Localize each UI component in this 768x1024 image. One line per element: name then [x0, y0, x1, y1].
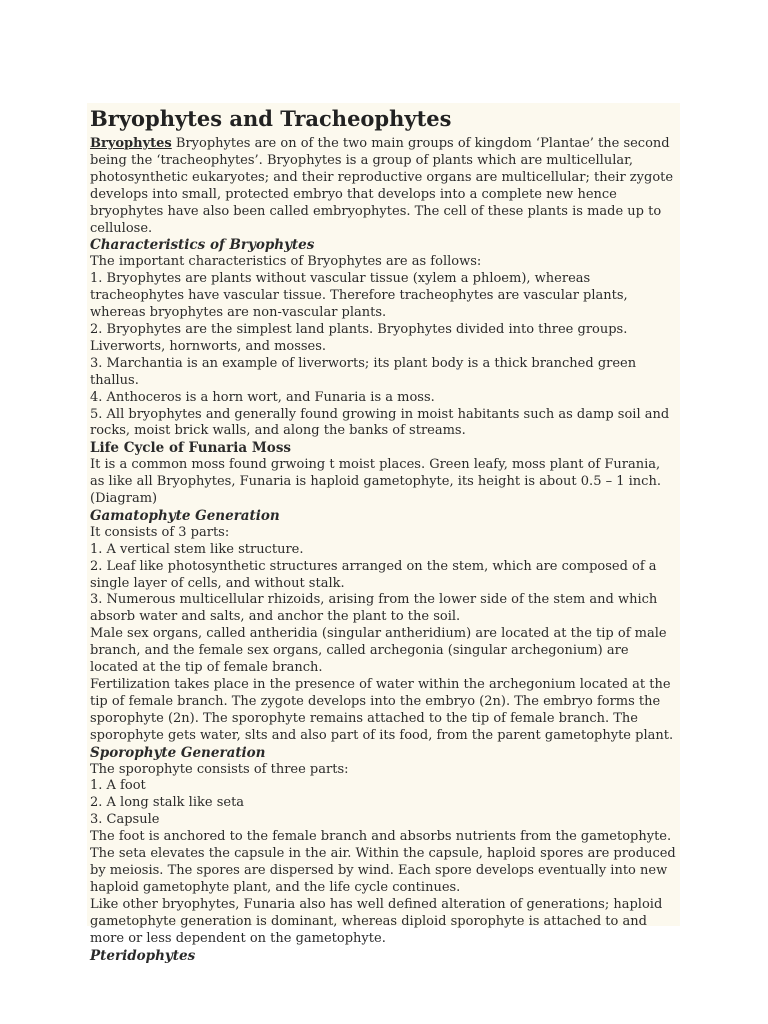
gametophyte-lead: It consists of 3 parts:: [90, 524, 230, 540]
characteristics-lead: The important characteristics of Bryophytes are as follows:: [90, 254, 482, 270]
diagram-placeholder: (Diagram): [90, 491, 158, 507]
characteristics-heading: Characteristics of Bryophytes: [90, 237, 315, 254]
intro-paragraph: [90, 136, 677, 237]
gametophyte-item-3: 3. Numerous multicellular rhizoids, arising from the lower side of the stem and which absorb water and salts, and anchor the plant to the soil.: [90, 592, 658, 625]
sporophyte-item-3: 3. Capsule: [90, 812, 160, 828]
characteristics-item-4: 4. Anthoceros is a horn wort, and Funaria is a moss.: [90, 389, 435, 405]
sporophyte-paragraph-1: The foot is anchored to the female branch and absorbs nutrients from the gametophyte. The seta elevates the capsule in the air. Within the capsule, haploid spores are produced by meiosis. The spores are dispersed by wind. Each spore develops eventually into new haploid gametophyte plant, and the life cycle continues.: [90, 829, 676, 895]
sporophyte-heading: Sporophyte Generation: [90, 744, 266, 761]
gametophyte-paragraph-1: Male sex organs, called antheridia (singular antheridium) are located at the tip of male branch, and the female sex organs, called archegonia (singular archegonium) are located at the tip of female branch.: [90, 626, 667, 676]
page-title: Bryophytes and Tracheophytes: [90, 106, 452, 131]
life-cycle-text: It is a common moss found grwoing t moist places. Green leafy, moss plant of Furania, as like all Bryophytes, Funaria is haploid gametophyte, its height is about 0.5 – 1 inch.: [90, 457, 661, 490]
document-page: [87, 103, 680, 964]
characteristics-item-3: 3. Marchantia is an example of liverworts; its plant body is a thick branched green thallus.: [90, 355, 637, 388]
gametophyte-item-2: 2. Leaf like photosynthetic structures arranged on the stem, which are composed of a single layer of cells, and without stalk.: [90, 558, 657, 591]
intro-term: Bryophytes: [90, 136, 172, 151]
sporophyte-lead: The sporophyte consists of three parts:: [90, 761, 349, 777]
sporophyte-paragraph-2: Like other bryophytes, Funaria also has well defined alteration of generations; haploid gametophyte generation is dominant, whereas diploid sporophyte is attached to and more or less dependent on the gametophyte.: [90, 896, 663, 946]
sporophyte-item-2: 2. A long stalk like seta: [90, 795, 245, 811]
pteridophytes-heading: Pteridophytes: [90, 947, 196, 964]
gametophyte-heading: Gamatophyte Generation: [90, 507, 280, 524]
life-cycle-heading: Life Cycle of Funaria Moss: [90, 440, 292, 457]
characteristics-item-1: 1. Bryophytes are plants without vascular tissue (xylem a phloem), whereas tracheophytes have vascular tissue. Therefore tracheophytes are vascular plants, whereas bryophytes are non-vascular plants.: [90, 271, 628, 321]
intro-text: Bryophytes are on of the two main groups of kingdom ‘Plantae’ the second being the ‘tracheophytes’. Bryophytes is a group of plants which are multicellular, photosynthetic eukaryotes; and their reproductive organs are multicellular; their zygote develops into small, protected embryo that develops into a complete new hence bryophytes have also been called embryophytes. The cell of these plants is made up to cellulose.: [90, 136, 674, 236]
characteristics-item-5: 5. All bryophytes and generally found growing in moist habitants such as damp soil and rocks, moist brick walls, and along the banks of streams.: [90, 406, 670, 439]
sporophyte-item-1: 1. A foot: [90, 778, 146, 794]
characteristics-item-2: 2. Bryophytes are the simplest land plants. Bryophytes divided into three groups. Liverworts, hornworts, and mosses.: [90, 321, 628, 354]
gametophyte-paragraph-2: Fertilization takes place in the presence of water within the archegonium located at the tip of female branch. The zygote develops into the embryo (2n). The embryo forms the sporophyte (2n). The sporophyte remains attached to the tip of female branch. The sporophyte gets water, slts and also part of its food, from the parent gametophyte plant.: [90, 677, 674, 743]
gametophyte-item-1: 1. A vertical stem like structure.: [90, 541, 304, 557]
